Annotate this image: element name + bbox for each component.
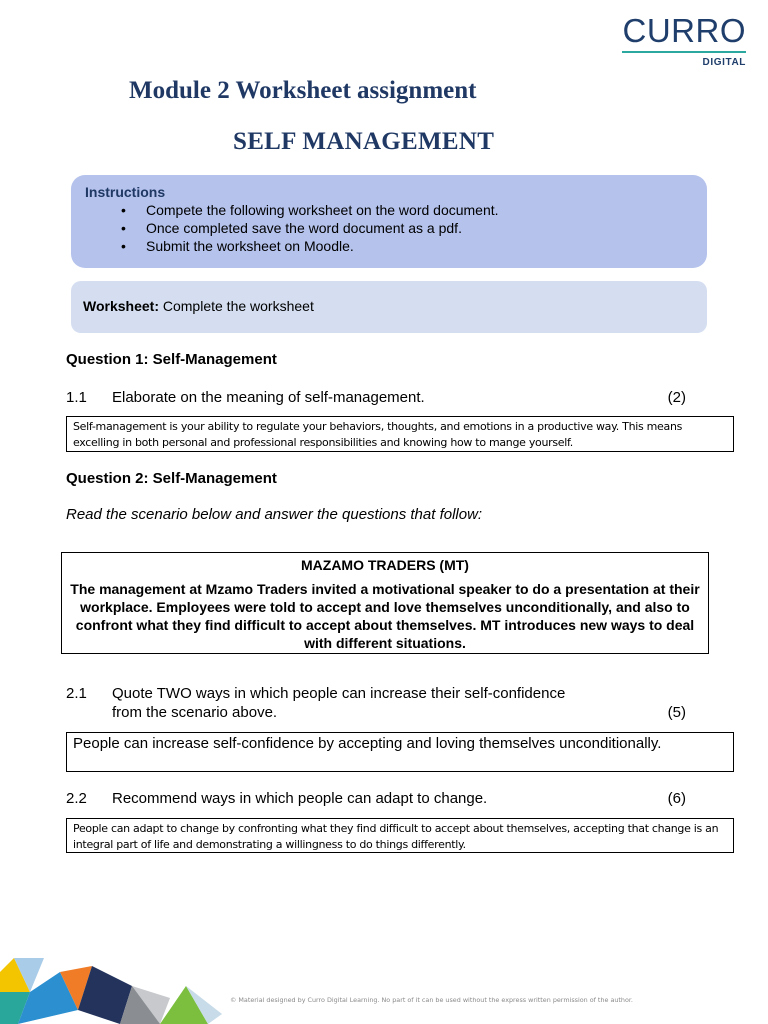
question-mark: (5)	[667, 704, 686, 721]
curro-digital-logo	[622, 14, 746, 68]
copyright-footer: © Material designed by Curro Digital Learning. No part of it can be used without the express written permission of the author.	[230, 996, 633, 1004]
question-number: 2.1	[66, 685, 87, 702]
question-mark: (6)	[667, 790, 686, 807]
worksheet-box	[71, 281, 707, 333]
question-2-heading: Question 2: Self-Management	[66, 470, 277, 487]
question-1-1	[66, 388, 686, 407]
worksheet-label: Worksheet:	[83, 298, 159, 314]
logo-underline	[622, 51, 746, 53]
answer-2-2[interactable]: People can adapt to change by confronting what they find difficult to accept about themselves, accepting that change is an integral part of life and demonstrating a willingness to do things differently.	[66, 818, 734, 853]
question-text-line1: Quote TWO ways in which people can increase their self-confidence	[112, 685, 566, 702]
answer-2-1[interactable]: People can increase self-confidence by accepting and loving themselves unconditionally.	[66, 732, 734, 772]
decorative-triangles-graphic	[0, 952, 230, 1024]
question-text: Recommend ways in which people can adapt to change.	[112, 790, 488, 807]
worksheet-text: Complete the worksheet	[158, 298, 314, 314]
instruction-item: • Submit the worksheet on Moodle.	[121, 237, 693, 255]
question-number: 1.1	[66, 389, 87, 406]
question-1-heading: Question 1: Self-Management	[66, 351, 277, 368]
logo-wordmark: CURRO	[622, 12, 746, 49]
question-number: 2.2	[66, 790, 87, 807]
question-text: Elaborate on the meaning of self-management.	[112, 389, 425, 406]
logo-subtitle: DIGITAL	[702, 57, 746, 68]
instructions-box	[71, 175, 707, 268]
document-title: Module 2 Worksheet assignment	[129, 77, 477, 104]
instruction-item: • Once completed save the word document as a pdf.	[121, 219, 693, 237]
question-2-2	[66, 789, 686, 808]
document-subtitle: SELF MANAGEMENT	[233, 128, 495, 155]
scenario-title: MAZAMO TRADERS (MT)	[301, 557, 469, 573]
question-mark: (2)	[667, 389, 686, 406]
scenario-body: The management at Mzamo Traders invited a motivational speaker to do a presentation at their workplace. Employees were told to accept and love themselves unconditionally, and also to confront what they find difficult to accept about themselves. MT introduces new ways to deal with different situations.	[70, 581, 700, 651]
question-text-line2: from the scenario above.	[112, 704, 278, 721]
instruction-item: • Compete the following worksheet on the word document.	[121, 201, 693, 219]
scenario-intro: Read the scenario below and answer the questions that follow:	[66, 506, 483, 523]
question-2-1	[66, 684, 686, 722]
instructions-list	[121, 201, 693, 255]
answer-1-1[interactable]: Self-management is your ability to regulate your behaviors, thoughts, and emotions in a productive way. This means excelling in both personal and professional responsibilities and knowing how to mange yourself.	[66, 416, 734, 452]
scenario-box	[61, 552, 709, 654]
instructions-heading: Instructions	[85, 184, 166, 200]
